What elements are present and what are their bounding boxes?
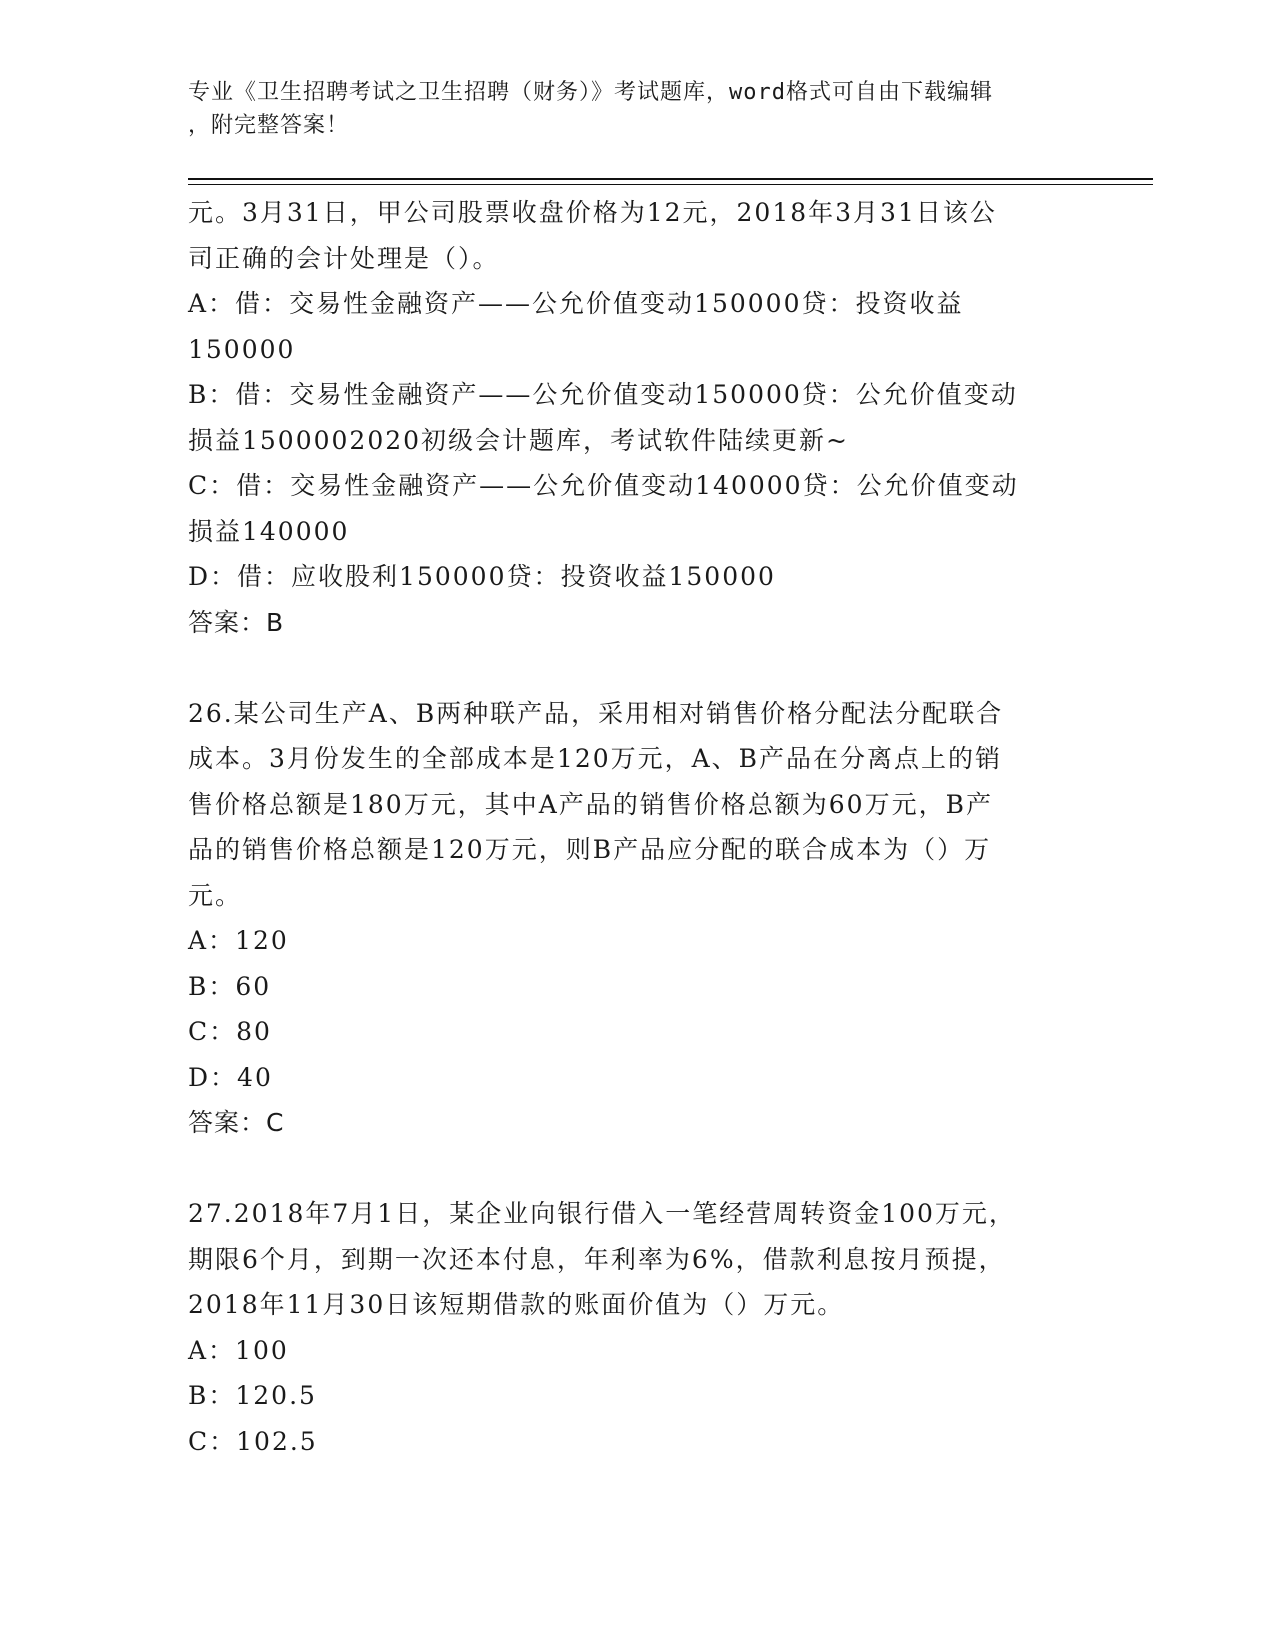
header-divider-thin: [188, 184, 1153, 185]
question-27: [188, 1191, 1088, 1464]
header-divider-thick: [188, 178, 1153, 180]
question-stem-line: 27.2018年7月1日，某企业向银行借入一笔经营周转资金100万元，: [188, 1199, 1016, 1228]
answer-label: 答案：C: [188, 1108, 285, 1137]
option-b: B：60: [188, 971, 272, 1001]
question-spacer: [188, 1146, 1088, 1192]
question-stem-line: 成本。3月份发生的全部成本是120万元，A、B产品在分离点上的销: [188, 744, 1003, 773]
option-a: A：120: [188, 926, 289, 955]
question-spacer: [188, 645, 1088, 691]
option-c: C：102.5: [188, 1426, 318, 1456]
option-d: D：借：应收股利150000贷：投资收益150000: [188, 562, 776, 591]
question-stem-line: 售价格总额是180万元，其中A产品的销售价格总额为60万元，B产: [188, 789, 993, 819]
option-b: B：借：交易性金融资产——公允价值变动150000贷：公允价值变动: [188, 380, 1018, 409]
document-header: [188, 76, 1068, 142]
option-b-continued: 损益1500002020初级会计题库，考试软件陆续更新~: [188, 425, 850, 455]
header-line-2: ，附完整答案！: [188, 113, 350, 138]
option-d: D：40: [188, 1062, 273, 1092]
question-stem-line: 元。3月31日，甲公司股票收盘价格为12元，2018年3月31日该公: [188, 198, 997, 227]
option-a-continued: 150000: [188, 334, 296, 364]
question-26: [188, 691, 1088, 1146]
option-c: C：借：交易性金融资产——公允价值变动140000贷：公允价值变动: [188, 471, 1019, 500]
answer-label: 答案：B: [188, 607, 285, 637]
question-25: [188, 190, 1088, 645]
option-c-continued: 损益140000: [188, 516, 350, 546]
question-stem-line: 26.某公司生产A、B两种联产品，采用相对销售价格分配法分配联合: [188, 698, 1004, 728]
option-a: A：借：交易性金融资产——公允价值变动150000贷：投资收益: [188, 289, 964, 318]
option-b: B：120.5: [188, 1381, 317, 1410]
option-c: C：80: [188, 1017, 272, 1046]
question-stem-line: 品的销售价格总额是120万元，则B产品应分配的联合成本为（）万: [188, 835, 992, 864]
option-a: A：100: [188, 1335, 289, 1365]
header-line-1: 专业《卫生招聘考试之卫生招聘（财务）》考试题库，word格式可自由下载编辑: [188, 80, 993, 105]
question-stem-line: 司正确的会计处理是（）。: [188, 243, 500, 273]
document-body: [188, 190, 1088, 1464]
question-stem-line: 期限6个月，到期一次还本付息，年利率为6%，借款利息按月预提，: [188, 1244, 1006, 1274]
question-stem-line: 元。: [188, 880, 243, 910]
question-stem-line: 2018年11月30日该短期借款的账面价值为（）万元。: [188, 1290, 845, 1319]
